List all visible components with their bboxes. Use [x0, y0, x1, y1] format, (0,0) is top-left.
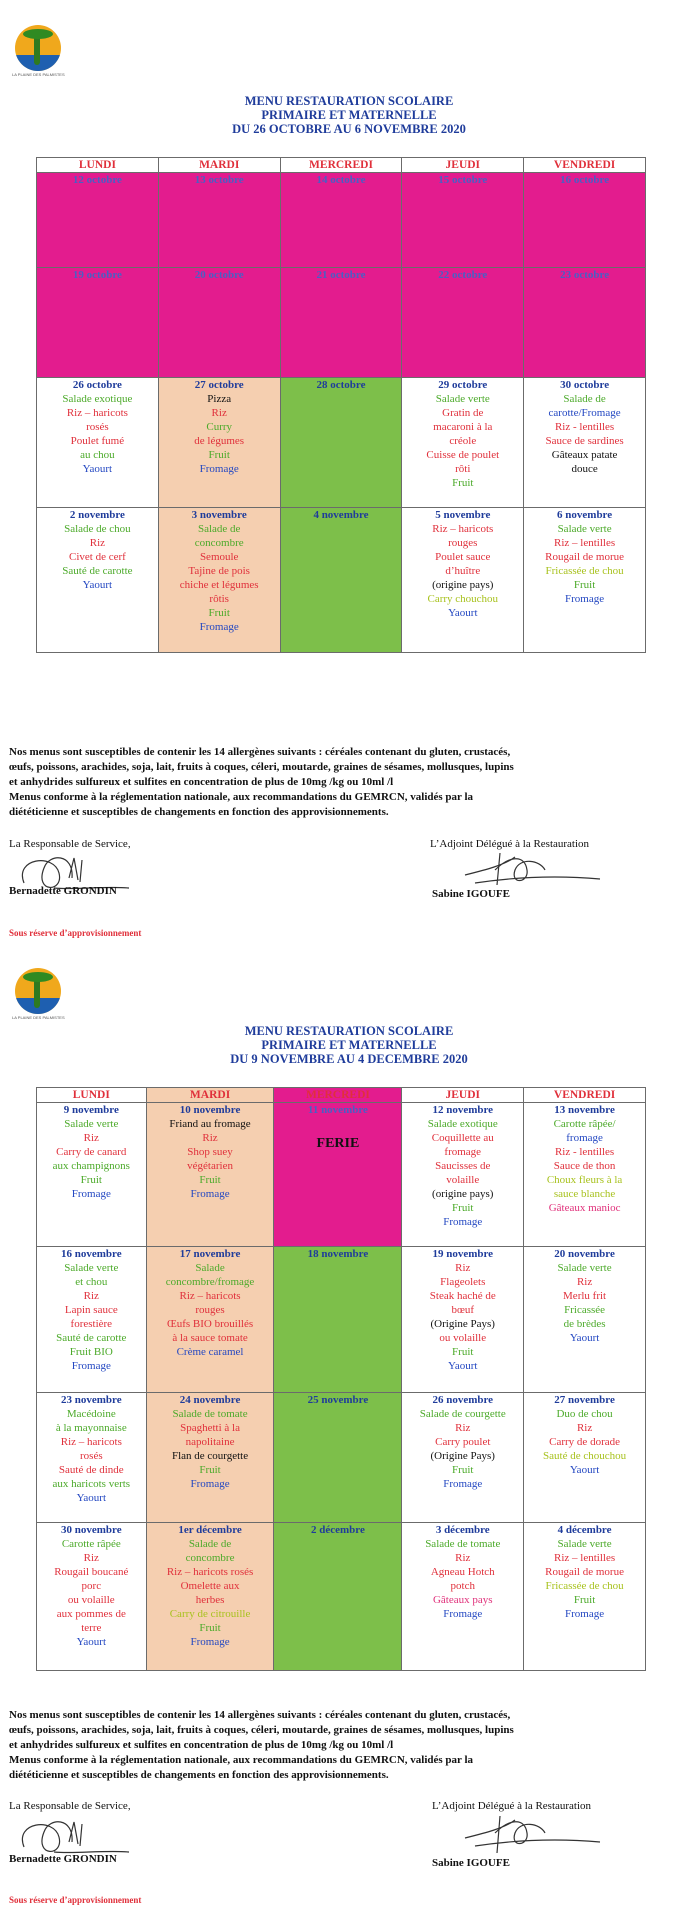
menu-item: Fruit: [573, 579, 596, 591]
date-label: 12 novembre: [432, 1104, 494, 1116]
day-cell: [274, 1103, 402, 1247]
day-cell: [146, 1523, 274, 1671]
signature-right: [455, 1808, 605, 1863]
menu-item: Gâteaux manioc: [548, 1202, 621, 1214]
menu-item: Fruit: [199, 1174, 221, 1186]
menu-item: Carry de dorade: [549, 1436, 620, 1448]
day-header: LUNDI: [37, 158, 159, 173]
menu-item: Fromage: [199, 621, 239, 633]
menu-item: ou volaille: [67, 1594, 115, 1606]
menu-item: carotte/Fromage: [548, 407, 621, 419]
menu-item: Rougail de morue: [545, 1566, 624, 1578]
menu-item: sauce blanche: [553, 1188, 616, 1200]
menu-item: Fricassée de chou: [545, 565, 624, 577]
date-label: 28 octobre: [316, 379, 366, 391]
menu-item: Yaourt: [569, 1332, 600, 1344]
date-label: 3 novembre: [191, 509, 247, 521]
menu-item: Saucisses de: [435, 1160, 491, 1172]
menu-item: chiche et légumes: [179, 579, 259, 591]
menu-item: rouges: [448, 537, 478, 549]
menu-item: Omelette aux: [180, 1580, 240, 1592]
date-label: 14 octobre: [316, 174, 366, 186]
menu-item: Fruit: [199, 1464, 221, 1476]
menu-item: rosés: [86, 421, 109, 433]
menu1-table: [36, 157, 646, 653]
menu-item: Fromage: [190, 1636, 230, 1648]
day-cell: [524, 1393, 646, 1523]
menu-item: Steak haché de: [429, 1290, 496, 1302]
date-label: 13 octobre: [194, 174, 244, 186]
date-label: 30 novembre: [61, 1524, 122, 1536]
menu-item: Fromage: [443, 1608, 483, 1620]
menu-item: Fruit BIO: [69, 1346, 113, 1358]
day-cell: [37, 1523, 147, 1671]
supply-disclaimer: Sous réserve d’approvisionnement: [9, 928, 142, 938]
menu-item: rosés: [80, 1450, 103, 1462]
menu-item: à la sauce tomate: [172, 1332, 248, 1344]
menu-item: Sauté de carotte: [56, 1332, 127, 1344]
day-cell: [158, 268, 280, 378]
menu-item: aux pommes de: [56, 1608, 126, 1620]
date-label: 2 novembre: [69, 509, 125, 521]
menu-item: Salade verte: [435, 393, 490, 405]
day-cell: [37, 1103, 147, 1247]
menu-item: Fromage: [443, 1478, 483, 1490]
menu-item: Yaourt: [82, 463, 113, 475]
menu-item: Salade verte: [557, 1538, 612, 1550]
week-row: [37, 1393, 646, 1523]
right-signatory-name: Sabine IGOUFE: [432, 1857, 510, 1869]
menu-item: Carry de canard: [56, 1146, 127, 1158]
menu-item: rouges: [195, 1304, 225, 1316]
date-label: 16 octobre: [560, 174, 610, 186]
week-row: [37, 173, 646, 268]
day-cell: [280, 268, 402, 378]
menu-item: Poulet sauce: [435, 551, 491, 563]
menu-item: Fromage: [71, 1188, 111, 1200]
menu-item: Salade de courgette: [419, 1408, 506, 1420]
date-label: 24 novembre: [179, 1394, 241, 1406]
menu-item: Fromage: [71, 1360, 111, 1372]
table-header: [37, 1088, 646, 1103]
date-label: 26 octobre: [72, 379, 122, 391]
menu-item: Riz – haricots rosés: [166, 1566, 254, 1578]
week-row: [37, 378, 646, 508]
date-label: 16 novembre: [61, 1248, 122, 1260]
menu-item: Riz: [576, 1422, 593, 1434]
menu-item: bœuf: [451, 1304, 475, 1316]
day-cell: [280, 508, 402, 653]
menu-item: Carry chouchou: [427, 593, 499, 605]
day-header: VENDREDI: [524, 1088, 646, 1103]
holiday-label: FERIE: [316, 1136, 360, 1151]
day-cell: [524, 1523, 646, 1671]
menu-item: Yaourt: [76, 1636, 107, 1648]
menu-item: Gâteaux pays: [432, 1594, 493, 1606]
day-cell: [524, 1247, 646, 1393]
week-row: [37, 1523, 646, 1671]
logo: [12, 968, 64, 1020]
week-row: [37, 1247, 646, 1393]
menu-item: Tajine de pois: [188, 565, 250, 577]
date-label: 12 octobre: [72, 174, 122, 186]
menu-item: potch: [450, 1580, 475, 1592]
menu-item: Salade de: [188, 1538, 232, 1550]
menu-item: Sauté de dinde: [58, 1464, 124, 1476]
table-header: [37, 158, 646, 173]
date-label: 19 novembre: [432, 1248, 494, 1260]
menu-item: Flan de courgette: [171, 1450, 249, 1462]
week-row: [37, 508, 646, 653]
menu-item: végétarien: [187, 1160, 233, 1172]
date-label: 2 décembre: [310, 1524, 365, 1536]
date-label: 17 novembre: [179, 1248, 241, 1260]
date-label: 27 octobre: [194, 379, 244, 391]
menu-item: et chou: [75, 1276, 108, 1288]
menu2-table: [36, 1087, 646, 1671]
day-cell: [274, 1523, 402, 1671]
menu-item: Riz – haricots: [179, 1290, 241, 1302]
menu-item: Fromage: [199, 463, 239, 475]
menu-item: Riz: [83, 1290, 99, 1302]
date-label: 30 octobre: [560, 379, 610, 391]
date-label: 13 novembre: [554, 1104, 615, 1116]
menu-item: Shop suey: [187, 1146, 233, 1158]
menu-item: Salade verte: [64, 1262, 119, 1274]
date-label: 5 novembre: [435, 509, 491, 521]
day-cell: [37, 268, 159, 378]
menu-item: Fromage: [443, 1216, 483, 1228]
menu-item: concombre/fromage: [165, 1276, 255, 1288]
menu1-title: MENU RESTAURATION SCOLAIRE PRIMAIRE ET MATERNELLE DU 26 OCTOBRE AU 6 NOVEMBRE 2020: [232, 94, 466, 136]
menu-item: Fruit: [80, 1174, 102, 1186]
menu-item: Yaourt: [82, 579, 113, 591]
logo: [12, 25, 64, 77]
date-label: 27 novembre: [554, 1394, 615, 1406]
menu-item: Riz: [455, 1422, 471, 1434]
day-cell: [158, 173, 280, 268]
menu-item: (Origine Pays): [430, 1450, 495, 1462]
date-label: 29 octobre: [438, 379, 488, 391]
right-signatory-label: L’Adjoint Délégué à la Restauration: [432, 1800, 592, 1812]
menu-item: de brèdes: [563, 1318, 606, 1330]
day-cell: [402, 1247, 524, 1393]
menu-item: Carry poulet: [435, 1436, 491, 1448]
day-cell: [37, 1393, 147, 1523]
day-cell: [402, 508, 524, 653]
menu-item: Riz - lentilles: [554, 421, 615, 433]
menu-item: fromage: [566, 1132, 603, 1144]
date-label: 19 octobre: [72, 269, 122, 281]
day-cell: [37, 173, 159, 268]
menu-item: Riz: [455, 1262, 471, 1274]
left-signatory-name: Bernadette GRONDIN: [9, 885, 117, 897]
menu-item: Fromage: [565, 1608, 605, 1620]
menu-item: Flageolets: [440, 1276, 486, 1288]
menu-item: Riz: [83, 1132, 99, 1144]
menu-item: Pizza: [207, 393, 232, 405]
menu-item: Fromage: [190, 1478, 230, 1490]
menu-item: Gâteaux patate: [551, 449, 618, 461]
menu-item: concombre: [185, 1552, 235, 1564]
date-label: 6 novembre: [557, 509, 613, 521]
date-label: 26 novembre: [432, 1394, 494, 1406]
day-cell: [402, 1523, 524, 1671]
day-cell: [146, 1103, 274, 1247]
menu-item: Riz - lentilles: [554, 1146, 615, 1158]
menu-item: Riz – haricots: [60, 1436, 122, 1448]
menu-item: Lapin sauce: [64, 1304, 118, 1316]
menu-item: d’huître: [445, 565, 481, 577]
day-header: JEUDI: [402, 158, 524, 173]
menu-item: Riz: [576, 1276, 593, 1288]
menu-item: Duo de chou: [556, 1408, 613, 1420]
day-cell: [37, 378, 159, 508]
day-cell: [37, 1247, 147, 1393]
menu-item: volaille: [446, 1174, 480, 1186]
menu-item: (origine pays): [432, 1188, 494, 1200]
menu-item: Rougail boucané: [54, 1566, 129, 1578]
day-cell: [280, 173, 402, 268]
menu-item: Salade exotique: [62, 393, 133, 405]
menu-item: fromage: [444, 1146, 482, 1158]
date-label: 20 octobre: [194, 269, 244, 281]
menu-item: Salade exotique: [427, 1118, 498, 1130]
date-label: 18 novembre: [307, 1248, 369, 1260]
left-signatory-label: La Responsable de Service,: [9, 1800, 131, 1812]
day-header: MERCREDI: [274, 1088, 402, 1103]
menu-item: Fruit: [452, 477, 474, 489]
date-label: 20 novembre: [554, 1248, 615, 1260]
date-label: 21 octobre: [316, 269, 366, 281]
day-header: MARDI: [158, 158, 280, 173]
day-header: VENDREDI: [524, 158, 646, 173]
day-header: MARDI: [146, 1088, 274, 1103]
right-signatory-label: L’Adjoint Délégué à la Restauration: [430, 838, 590, 850]
date-label: 23 novembre: [61, 1394, 122, 1406]
menu-item: Sauté de carotte: [62, 565, 133, 577]
menu-item: Yaourt: [448, 607, 478, 619]
menu-item: Sauce de thon: [553, 1160, 616, 1172]
day-cell: [524, 378, 646, 508]
day-cell: [402, 378, 524, 508]
menu-item: Yaourt: [76, 1492, 107, 1504]
week-row: [37, 268, 646, 378]
day-header: MERCREDI: [280, 158, 402, 173]
menu-item: Salade de tomate: [172, 1408, 248, 1420]
menu-item: Salade verte: [557, 1262, 612, 1274]
date-label: 4 décembre: [557, 1524, 612, 1536]
menu-item: Agneau Hotch: [430, 1566, 495, 1578]
menu-item: aux haricots verts: [52, 1478, 131, 1490]
date-label: 23 octobre: [560, 269, 610, 281]
menu-item: herbes: [195, 1594, 225, 1606]
menu-item: Fruit: [452, 1202, 474, 1214]
left-signatory-label: La Responsable de Service,: [9, 838, 131, 850]
menu2-title: MENU RESTAURATION SCOLAIRE PRIMAIRE ET MATERNELLE DU 9 NOVEMBRE AU 4 DECEMBRE 2020: [230, 1024, 468, 1066]
menu-item: Coquillette au: [431, 1132, 494, 1144]
menu-item: ou volaille: [439, 1332, 487, 1344]
menu-item: Riz – haricots: [432, 523, 494, 535]
menu-item: Yaourt: [569, 1464, 600, 1476]
menu-item: (Origine Pays): [430, 1318, 495, 1330]
date-label: 10 novembre: [179, 1104, 241, 1116]
day-cell: [158, 508, 280, 653]
logo-text: LA PLAINE DES PALMISTES: [12, 72, 65, 77]
menu-item: créole: [449, 435, 477, 447]
day-cell: [402, 1393, 524, 1523]
menu-item: Fromage: [565, 593, 605, 605]
date-label: 25 novembre: [307, 1394, 369, 1406]
menu-item: Riz: [83, 1552, 99, 1564]
date-label: 11 novembre: [307, 1104, 368, 1116]
day-cell: [37, 508, 159, 653]
menu-item: au chou: [80, 449, 115, 461]
menu-item: Fruit: [573, 1594, 596, 1606]
menu-item: Salade verte: [557, 523, 612, 535]
day-cell: [280, 378, 402, 508]
menu-item: Carotte râpée/: [553, 1118, 616, 1130]
menu-item: Friand au fromage: [169, 1118, 251, 1130]
menu-item: à la mayonnaise: [55, 1422, 127, 1434]
menu-item: Semoule: [199, 551, 239, 563]
menu-item: Fricassée: [564, 1304, 606, 1316]
menu-item: Sauté de chouchou: [543, 1450, 627, 1462]
menu-item: Salade verte: [64, 1118, 119, 1130]
menu-item: Fromage: [190, 1188, 230, 1200]
day-cell: [524, 173, 646, 268]
menu-item: macaroni à la: [433, 421, 493, 433]
date-label: 9 novembre: [63, 1104, 119, 1116]
menu-item: Riz – lentilles: [554, 537, 616, 549]
menu-item: Cuisse de poulet: [426, 449, 500, 461]
date-label: 15 octobre: [438, 174, 488, 186]
menu-item: Fruit: [199, 1622, 221, 1634]
day-cell: [402, 1103, 524, 1247]
day-cell: [274, 1393, 402, 1523]
menu-item: Merlu frit: [563, 1290, 607, 1302]
day-cell: [146, 1393, 274, 1523]
logo-text: LA PLAINE DES PALMISTES: [12, 1015, 65, 1020]
menu-item: Riz: [211, 407, 227, 419]
menu-item: Fricassée de chou: [545, 1580, 624, 1592]
date-label: 22 octobre: [438, 269, 488, 281]
day-cell: [524, 508, 646, 653]
date-label: 1er décembre: [178, 1524, 242, 1536]
left-signatory-name: Bernadette GRONDIN: [9, 1853, 117, 1865]
menu-item: Fruit: [452, 1464, 474, 1476]
menu-item: Yaourt: [448, 1360, 478, 1372]
day-cell: [524, 1103, 646, 1247]
menu-item: Crème caramel: [176, 1346, 244, 1358]
menu-item: Carotte râpée: [61, 1538, 121, 1550]
menu-item: Riz: [202, 1132, 218, 1144]
day-cell: [402, 173, 524, 268]
menu-item: Carry de citrouille: [169, 1608, 251, 1620]
right-signatory-name: Sabine IGOUFE: [432, 888, 510, 900]
week-row: [37, 1103, 646, 1247]
menu-item: Macédoine: [66, 1408, 116, 1420]
menu-item: rôti: [455, 463, 471, 475]
menu-item: napolitaine: [185, 1436, 235, 1448]
menu-item: Gratin de: [442, 407, 484, 419]
menu-item: Œufs BIO brouillés: [166, 1318, 254, 1330]
menu-item: Choux fleurs à la: [546, 1174, 623, 1186]
menu-item: Salade de chou: [64, 523, 131, 535]
allergen-notice: Nos menus sont susceptibles de contenir les 14 allergènes suivants : céréales contenant du gluten, crustacés, œufs, poissons, arachides, soja, lait, fruits à coques, céleri, moutarde, graines de sésames, mollusques, lupins et anhydrides sulfureux et sulfites en concentration de plus de 10mg /kg ou 10ml /l Menus conforme à la réglementation nationale, aux recommandations du GEMRCN, validés par la diététicienne et susceptibles de changements en fonction des approvisionnements.: [9, 746, 514, 818]
day-header: LUNDI: [37, 1088, 147, 1103]
menu-item: Riz – lentilles: [554, 1552, 616, 1564]
menu-item: Salade: [195, 1262, 225, 1274]
day-cell: [524, 268, 646, 378]
supply-disclaimer: Sous réserve d’approvisionnement: [9, 1895, 142, 1905]
menu-item: Riz: [89, 537, 106, 549]
menu-item: Poulet fumé: [70, 435, 125, 447]
menu-item: Fruit: [208, 607, 230, 619]
date-label: 3 décembre: [435, 1524, 490, 1536]
menu-item: rôtis: [209, 593, 229, 605]
menu-item: Salade de: [563, 393, 606, 405]
menu-item: Civet de cerf: [68, 551, 126, 563]
menu-item: (origine pays): [432, 579, 494, 591]
day-cell: [146, 1247, 274, 1393]
menu-item: douce: [571, 463, 598, 475]
menu-item: terre: [81, 1622, 102, 1634]
menu-item: de légumes: [194, 435, 245, 447]
allergen-notice: Nos menus sont susceptibles de contenir les 14 allergènes suivants : céréales contenant du gluten, crustacés, œufs, poissons, arachides, soja, lait, fruits à coques, céleri, moutarde, graines de sésames, mollusques, lupins et anhydrides sulfureux et sulfites en concentration de plus de 10mg /kg ou 10ml /l Menus conforme à la réglementation nationale, aux recommandations du GEMRCN, validés par la diététicienne et susceptibles de changements en fonction des approvisionnements.: [9, 1709, 514, 1781]
menu-item: forestière: [70, 1318, 113, 1330]
menu-item: concombre: [194, 537, 244, 549]
menu-item: Rougail de morue: [545, 551, 624, 563]
day-cell: [402, 268, 524, 378]
menu-item: Spaghetti à la: [180, 1422, 240, 1434]
menu-item: Riz – haricots: [66, 407, 128, 419]
menu-item: porc: [81, 1580, 102, 1592]
menu-item: Salade de: [197, 523, 241, 535]
menu-item: Fruit: [452, 1346, 474, 1358]
date-label: 4 novembre: [313, 509, 369, 521]
menu-item: Salade de tomate: [425, 1538, 501, 1550]
menu-item: Curry: [206, 421, 233, 433]
day-cell: [158, 378, 280, 508]
menu-item: aux champignons: [52, 1160, 130, 1172]
day-cell: [274, 1247, 402, 1393]
menu-item: Fruit: [208, 449, 230, 461]
day-header: JEUDI: [402, 1088, 524, 1103]
menu-item: Sauce de sardines: [545, 435, 624, 447]
menu-item: Riz: [455, 1552, 471, 1564]
